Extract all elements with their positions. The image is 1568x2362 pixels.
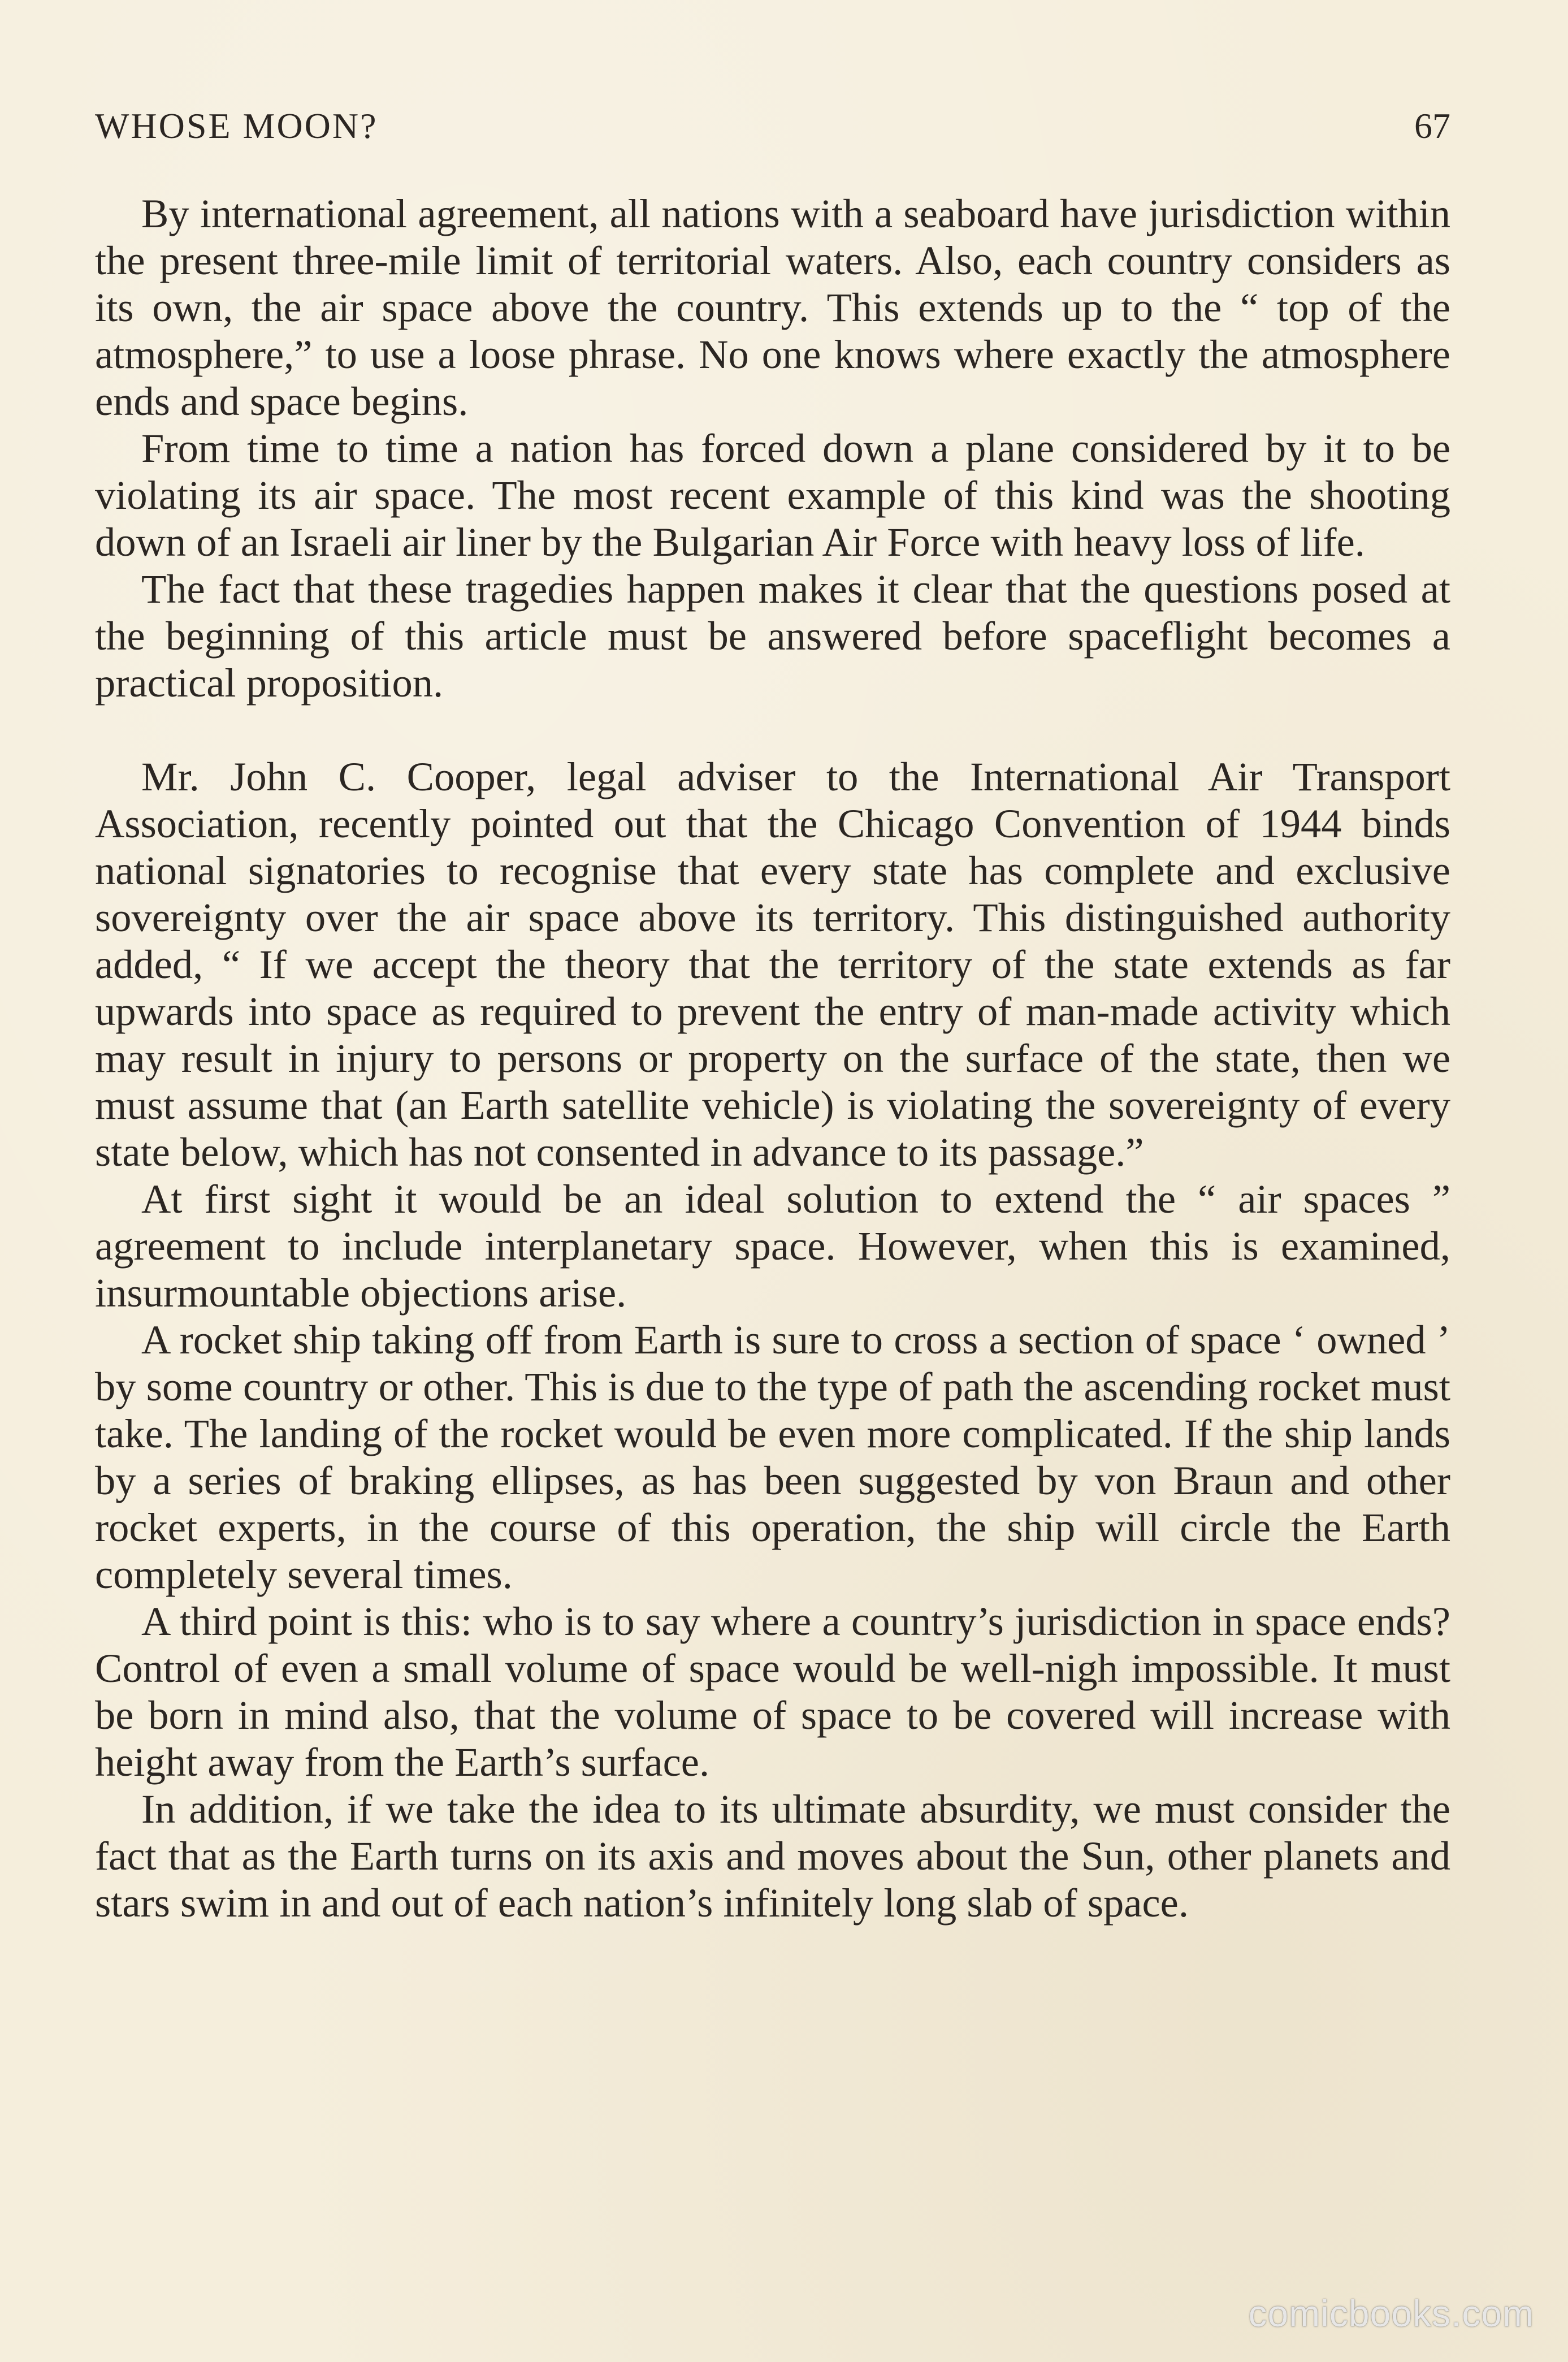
- page-number: 67: [1414, 106, 1450, 146]
- paragraph-territorial-waters: By international agreement, all nations with a seaboard have jurisdiction within the present three-mile limit of territorial waters. Also, each country considers as its own, the air space above the country. This extends up to the “ top of the atmosphere,” to use a loose phrase. No one knows where exactly the atmosphere ends and space begins.: [95, 191, 1450, 424]
- running-title: WHOSE MOON?: [95, 106, 378, 146]
- paragraph-john-cooper: Mr. John C. Cooper, legal adviser to the International Air Transport Association, recently pointed out that the Chicago Convention of 1944 binds national signatories to recognise that every state has complete and exclusive sovereignty over the air space above its territory. This distinguished authority added, “ If we accept the theory that the territory of the state extends as far upwards into space as required to prevent the entry of man-made activity which may result in injury to persons or property on the surface of the state, then we must assume that (an Earth satellite vehicle) is violating the sovereignty of every state below, which has not consented in advance to its passage.”: [95, 754, 1450, 1175]
- paragraph-air-spaces-agreement: At first sight it would be an ideal solution to extend the “ air spaces ” agreement to include interplanetary space. However, when this is examined, insurmountable objections arise.: [95, 1176, 1450, 1316]
- paragraph-rocket-ship: A rocket ship taking off from Earth is sure to cross a section of space ‘ owned ’ by some country or other. This is due to the type of path the ascending rocket must take. The landing of the rocket would be even more complicated. If the ship lands by a series of braking ellipses, as has been suggested by von Braun and other rocket experts, in the course of this operation, the ship will circle the Earth completely several times.: [95, 1317, 1450, 1597]
- paragraph-tragedies: The fact that these tragedies happen makes it clear that the questions posed at the beginning of this article must be answered before spaceflight becomes a practical proposition.: [95, 566, 1450, 706]
- running-head: [95, 101, 1450, 152]
- section-break: [95, 706, 1450, 753]
- paragraph-third-point: A third point is this: who is to say where a country’s jurisdiction in space ends? Control of even a small volume of space would be well-nigh impossible. It must be born in mind also, that the volume of space to be covered will increase with height away from the Earth’s surface.: [95, 1598, 1450, 1785]
- watermark: comicbooks.com: [1248, 2292, 1534, 2334]
- paragraph-ultimate-absurdity: In addition, if we take the idea to its ultimate absurdity, we must consider the fact that as the Earth turns on its axis and moves about the Sun, other planets and stars swim in and out of each nation’s infinitely long slab of space.: [95, 1786, 1450, 1926]
- body-text: [95, 190, 1450, 1926]
- paragraph-forced-down-plane: From time to time a nation has forced down a plane considered by it to be violating its air space. The most recent example of this kind was the shooting down of an Israeli air liner by the Bulgarian Air Force with heavy loss of life.: [95, 425, 1450, 565]
